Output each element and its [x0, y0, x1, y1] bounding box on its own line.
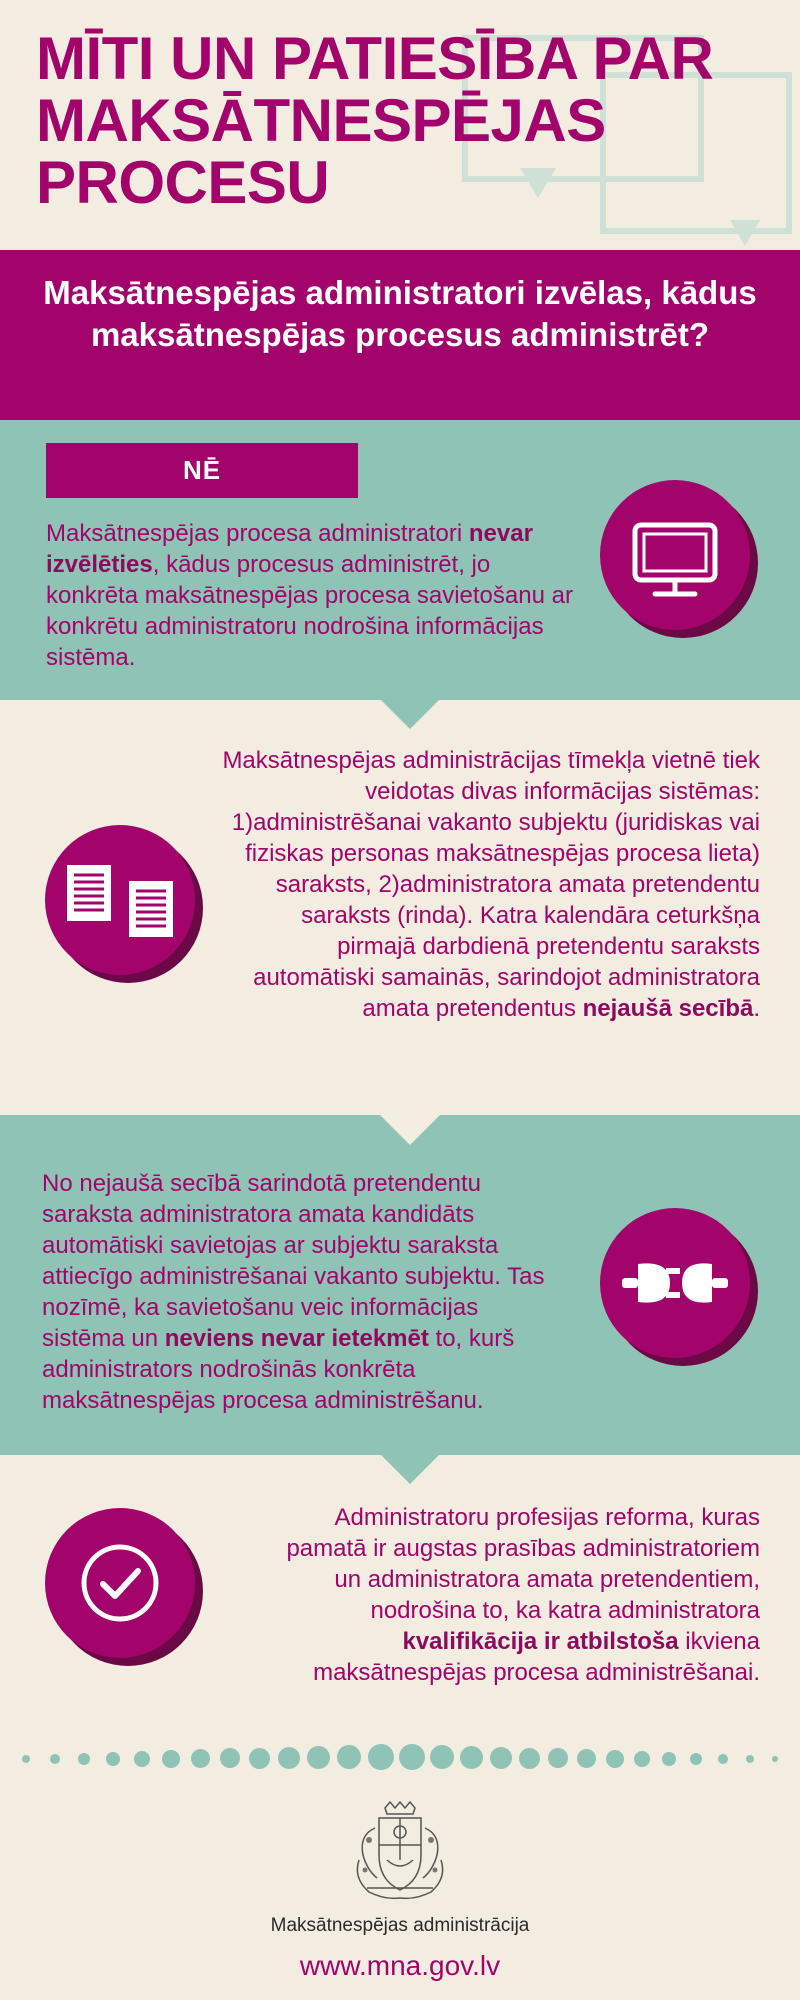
section-1-icon-badge [600, 480, 750, 630]
section-4-icon-badge [45, 1508, 195, 1658]
section-4-text: Administratoru profesijas reforma, kuras pamatā ir augstas prasības administratoriem un administratora amata pretendentiem, nodrošina to, ka katra administratora kvalifikācija ir atbilstoša ikviena maksātnespējas procesa administrēšanai. [286, 1504, 760, 1686]
section-2-icon-badge [45, 825, 195, 975]
question-banner [0, 250, 800, 420]
section-3-icon-badge [600, 1208, 750, 1358]
organization-name: Maksātnespējas administrācija [270, 1915, 530, 1936]
monitor-icon [600, 480, 750, 630]
documents-icon [45, 825, 195, 975]
plug-icon [600, 1208, 750, 1358]
checkmark-icon [45, 1508, 195, 1658]
answer-label: NĒ [46, 443, 358, 498]
section-1-text: Maksātnespējas procesa administratori nevar izvēlēties, kādus procesus administrēt, jo konkrēta maksātnespējas procesa savietošanu ar konkrētu administratoru nodrošina informācijas sistēma. [46, 520, 573, 671]
section-2-text: Maksātnespējas administrācijas tīmekļa vietnē tiek veidotas divas informācijas sistēmas: 1)administrēšanai vakanto subjektu (juridiskas vai fiziskas personas maksātnespējas procesa lieta) saraksts, 2)administratora amata pretendentu saraksts (rinda). Katra kalendāra ceturkšņa pirmajā darbdienā pretendentu saraksts automātiski samainās, sarindojot administratora amata pretendentus nejaušā secībā. [222, 747, 760, 1022]
section-3-notch [380, 1115, 440, 1145]
coat-of-arms-logo [345, 1800, 455, 1905]
speech-bubble-tail-icon [730, 220, 760, 246]
header [0, 0, 800, 250]
section-3-text: No nejaušā secībā sarindotā pretendentu saraksta administratora amata kandidāts automātiski savietojas ar subjektu saraksta attiecīgo administrēšanai vakanto subjektu. Tas nozīmē, ka savietošanu veic informācijas sistēma un neviens nevar ietekmēt to, kurš administrators nodrošinās konkrēta maksātnespējas procesa administrēšanu. [42, 1170, 545, 1414]
website-link[interactable]: www.mna.gov.lv [299, 1950, 501, 1981]
question-text: Maksātnespējas administratori izvēlas, kādus maksātnespējas procesus administrēt? [43, 274, 757, 353]
section-3-arrow [380, 1454, 440, 1484]
section-1-arrow [380, 699, 440, 729]
page-title: MĪTI UN PATIESĪBA PAR MAKSĀTNESPĒJAS PROCESU [36, 25, 714, 216]
